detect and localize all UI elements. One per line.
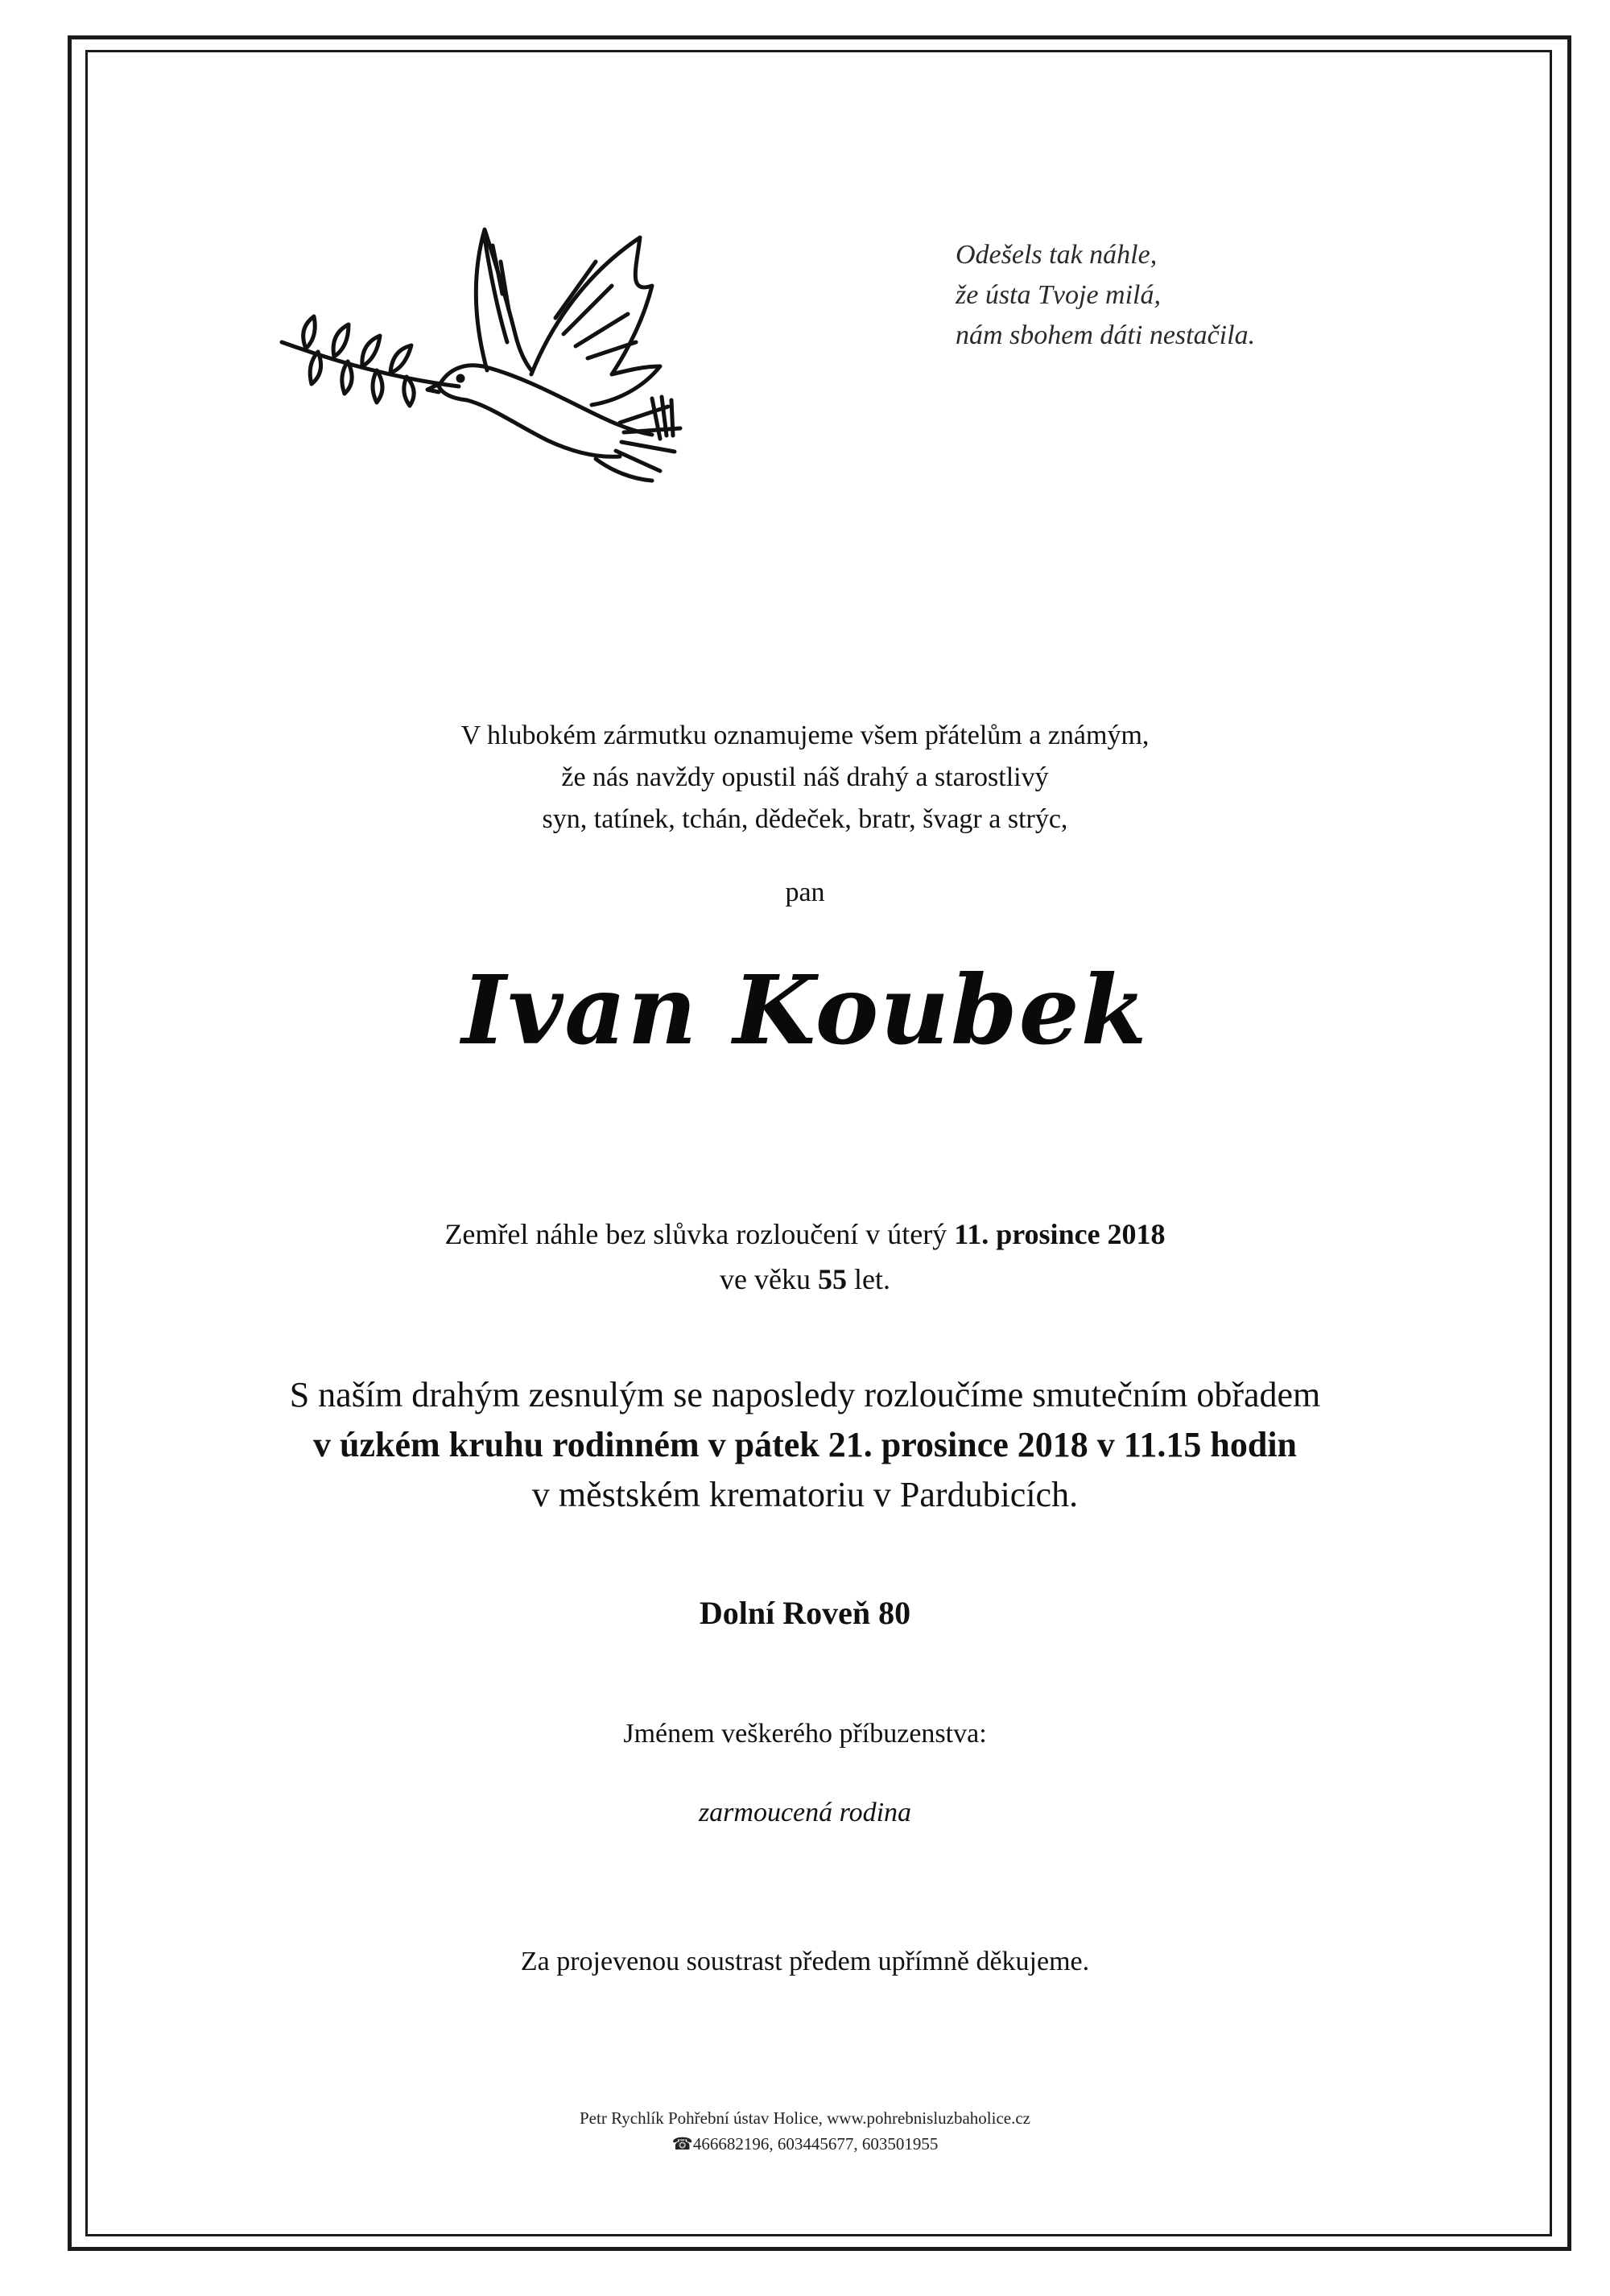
announcement-line: že nás navždy opustil náš drahý a starostlivý xyxy=(561,762,1049,792)
family-signature: zarmoucená rodina xyxy=(698,1798,912,1827)
ceremony-line-1: S naším drahým zesnulým se naposledy rozloučíme smutečním obřadem xyxy=(289,1375,1321,1414)
dove-with-olive-branch-icon xyxy=(274,213,700,487)
motto-line: nám sbohem dáti nestačila. xyxy=(956,320,1256,350)
age-value: 55 xyxy=(817,1263,847,1295)
ceremony-line-2 xyxy=(0,1420,1610,1470)
address: Dolní Roveň 80 xyxy=(699,1595,911,1631)
deceased-name: Ivan Koubek xyxy=(461,954,1149,1066)
death-text: Zemřel náhle bez slůvka rozloučení v úterý xyxy=(444,1218,955,1250)
death-notice xyxy=(0,1212,1610,1302)
death-line-1 xyxy=(0,1212,1610,1257)
death-date: 11. prosince 2018 xyxy=(954,1218,1166,1250)
thanks-text: Za projevenou soustrast předem upřímně děkujeme. xyxy=(520,1947,1090,1976)
ceremony-datetime: v úzkém kruhu rodinném v pátek 21. prosince 2018 v 11.15 hodin xyxy=(312,1425,1298,1464)
footer-phones: 466682196, 603445677, 603501955 xyxy=(692,2134,939,2154)
footer-phones-line xyxy=(0,2131,1610,2157)
motto-verse xyxy=(956,235,1255,356)
announcement-line: V hlubokém zármutku oznamujeme všem přátelům a známým, xyxy=(460,721,1150,750)
ceremony-info xyxy=(0,1370,1610,1520)
ceremony-line-3: v městském krematoriu v Pardubicích. xyxy=(531,1475,1079,1514)
announcement-line: syn, tatínek, tchán, dědeček, bratr, švagr a strýc, xyxy=(542,804,1068,834)
announcement-text xyxy=(0,715,1610,840)
death-line-2 xyxy=(0,1257,1610,1302)
footer xyxy=(0,2105,1610,2157)
motto-line: že ústa Tvoje milá, xyxy=(956,280,1161,310)
on-behalf-label: Jménem veškerého příbuzenstva: xyxy=(623,1719,987,1749)
age-suffix: let. xyxy=(846,1263,890,1295)
footer-company: Petr Rychlík Pohřební ústav Holice, www.pohrebnisluzbaholice.cz xyxy=(580,2108,1030,2128)
phone-icon: ☎ xyxy=(671,2134,693,2154)
motto-line: Odešels tak náhle, xyxy=(956,240,1158,270)
age-prefix: ve věku xyxy=(720,1263,818,1295)
honorific: pan xyxy=(785,878,825,907)
